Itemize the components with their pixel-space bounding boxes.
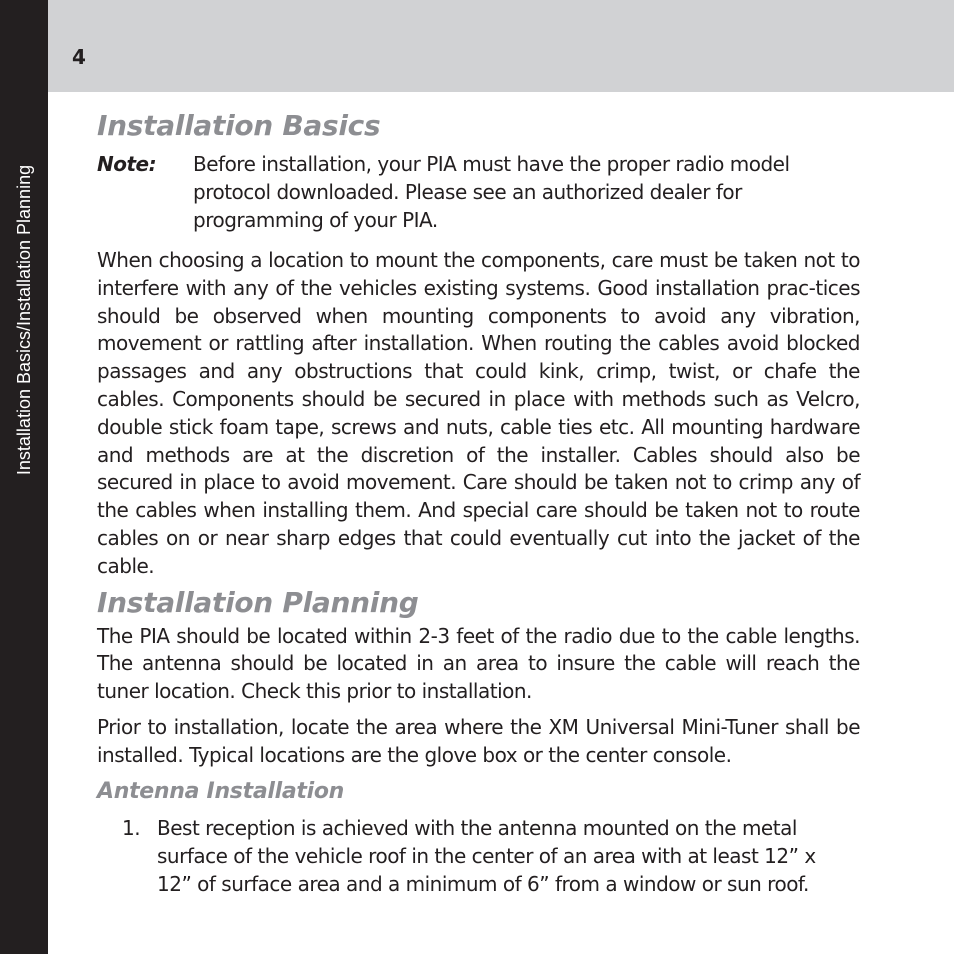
side-tab-label: Installation Basics/Installation Planning <box>14 164 34 476</box>
list-item <box>97 814 860 898</box>
side-tab <box>0 0 48 954</box>
step-number: 1. <box>122 815 141 840</box>
heading-installation-basics: Installation Basics <box>97 109 381 142</box>
planning-paragraph-2: Prior to installation, locate the area where the XM Universal Mini-Tuner shall be installed. Typical locations are the glove box or the center console. <box>97 714 860 767</box>
header-band <box>48 0 954 92</box>
basics-paragraph: When choosing a location to mount the components, care must be taken not to interfere with any of the vehicles existing systems. Good installation prac-tices should be observed when mounting components to avoid any vibration, movement or rattling after installation. When routing the cables avoid blocked passages and any obstructions that could kink, crimp, twist, or chafe the cables. Components should be secured in place with methods such as Velcro, double stick foam tape, screws and nuts, cable ties etc. All mounting hardware and methods are at the discretion of the installer. Cables should also be secured in place to avoid movement. Care should be taken not to crimp any of the cables when installing them. And special care should be taken not to route cables on or near sharp edges that could eventually cut into the jacket of the cable. <box>97 248 860 578</box>
heading-antenna-installation: Antenna Installation <box>97 778 345 804</box>
planning-paragraph-1: The PIA should be located within 2-3 feet of the radio due to the cable lengths. The antenna should be located in an area to insure the cable will reach the tuner location. Check this prior to installation. <box>97 623 860 704</box>
step-text: Best reception is achieved with the antenna mounted on the metal surface of the vehicle roof in the center of an area with at least 12” x 12” of surface area and a minimum of 6” from a window or sun roof. <box>157 815 816 896</box>
heading-installation-planning: Installation Planning <box>97 585 419 619</box>
page-content <box>97 108 860 898</box>
page-number: 4 <box>72 45 86 69</box>
note-text: Before installation, your PIA must have the proper radio model protocol downloaded. Please see an authorized dealer for programming of your PIA. <box>193 152 790 232</box>
antenna-steps-list <box>97 814 860 898</box>
note-label: Note: <box>97 152 157 176</box>
note-block <box>97 150 860 234</box>
